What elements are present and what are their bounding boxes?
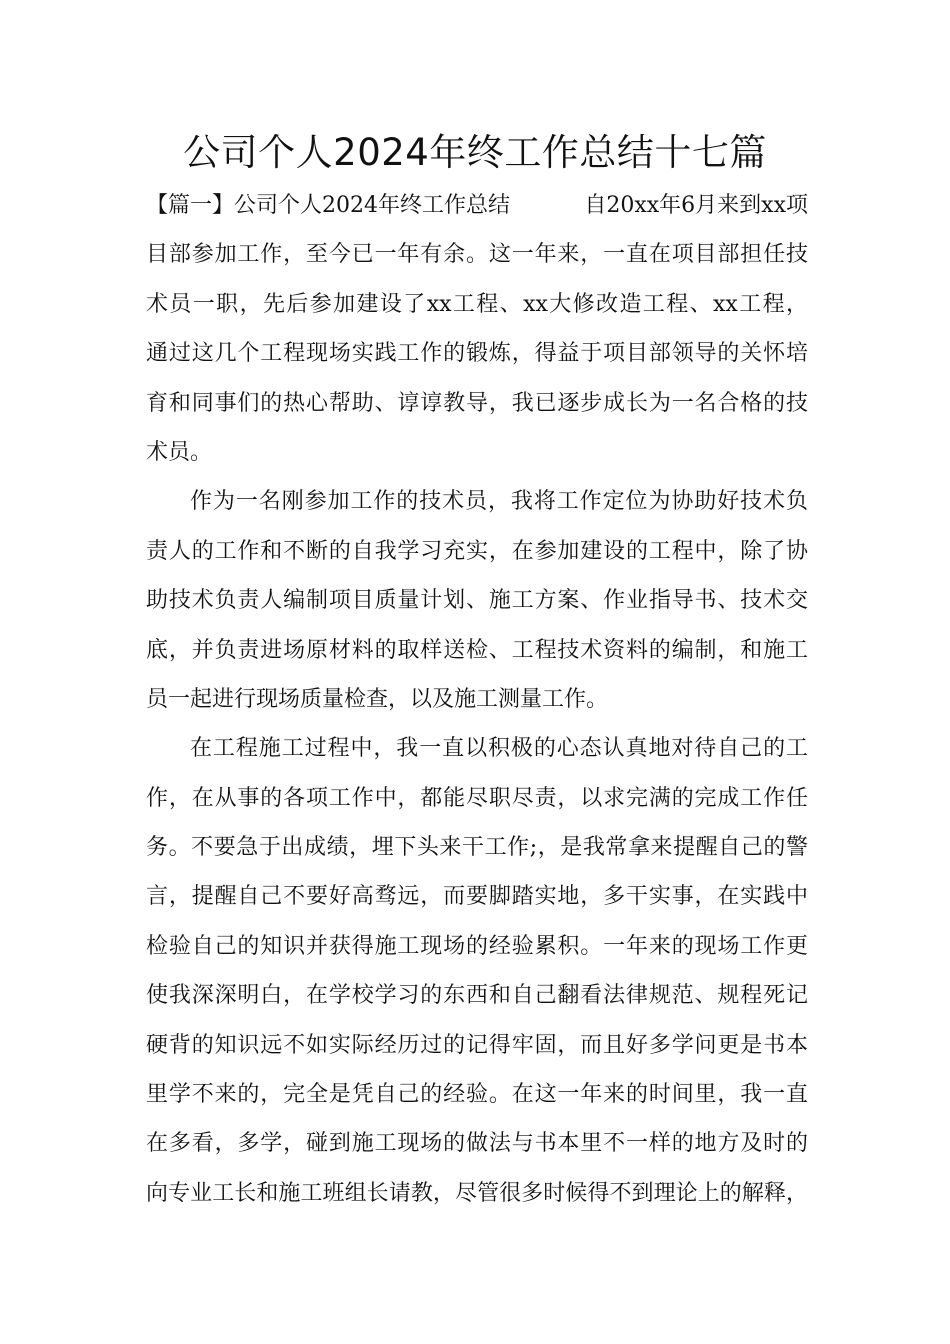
paragraph-1-opening: 自20xx年6月来到xx项 xyxy=(584,193,808,218)
paragraph-1-line-6: 术员。 xyxy=(146,439,213,465)
paragraph-1-line-2: 目部参加工作，至今已一年有余。这一年来，一直在项目部担任技 xyxy=(146,242,808,268)
section-heading: 【篇一】公司个人2024年终工作总结 xyxy=(146,193,510,218)
paragraph-3-line-4: 言，提醒自己不要好高骛远，而要脚踏实地，多干实事，在实践中 xyxy=(146,884,808,910)
paragraph-3-line-1: 在工程施工过程中，我一直以积极的心态认真地对待自己的工 xyxy=(190,736,808,762)
paragraph-3-line-8: 里学不来的，完全是凭自己的经验。在这一年来的时间里，我一直 xyxy=(146,1082,808,1108)
paragraph-3-line-6: 使我深深明白，在学校学习的东西和自己翻看法律规范、规程死记 xyxy=(146,983,808,1009)
paragraph-2-line-5: 员一起进行现场质量检查，以及施工测量工作。 xyxy=(146,686,609,712)
paragraph-3-line-9: 在多看，多学，碰到施工现场的做法与书本里不一样的地方及时的 xyxy=(146,1131,808,1157)
paragraph-2-line-2: 责人的工作和不断的自我学习充实，在参加建设的工程中，除了协 xyxy=(146,538,808,564)
paragraph-3-line-3: 务。不要急于出成绩，埋下头来干工作;，是我常拿来提醒自己的警 xyxy=(146,835,808,861)
paragraph-1-line-5: 育和同事们的热心帮助、谆谆教导，我已逐步成长为一名合格的技 xyxy=(146,390,808,416)
paragraph-3-line-10: 向专业工长和施工班组长请教，尽管很多时候得不到理论上的解释， xyxy=(146,1180,808,1206)
paragraph-2-line-3: 助技术负责人编制项目质量计划、施工方案、作业指导书、技术交 xyxy=(146,588,808,614)
paragraph-1-line-4: 通过这几个工程现场实践工作的锻炼，得益于项目部领导的关怀培 xyxy=(146,341,808,367)
paragraph-3-line-7: 硬背的知识远不如实际经历过的记得牢固，而且好多学问更是书本 xyxy=(146,1032,808,1058)
paragraph-2-line-4: 底，并负责进场原材料的取样送检、工程技术资料的编制，和施工 xyxy=(146,637,808,663)
paragraph-2-line-1: 作为一名刚参加工作的技术员，我将工作定位为协助好技术负 xyxy=(190,489,808,515)
paragraph-1-line-3: 术员一职，先后参加建设了xx工程、xx大修改造工程、xx工程， xyxy=(146,291,808,317)
paragraph-3-line-2: 作，在从事的各项工作中，都能尽职尽责，以求完满的完成工作任 xyxy=(146,785,808,811)
paragraph-1-line-1 xyxy=(146,181,808,230)
document-body xyxy=(146,181,808,1218)
document-title: 公司个人2024年终工作总结十七篇 xyxy=(183,131,767,174)
paragraph-3-line-5: 检验自己的知识并获得施工现场的经验累积。一年来的现场工作更 xyxy=(146,933,808,959)
